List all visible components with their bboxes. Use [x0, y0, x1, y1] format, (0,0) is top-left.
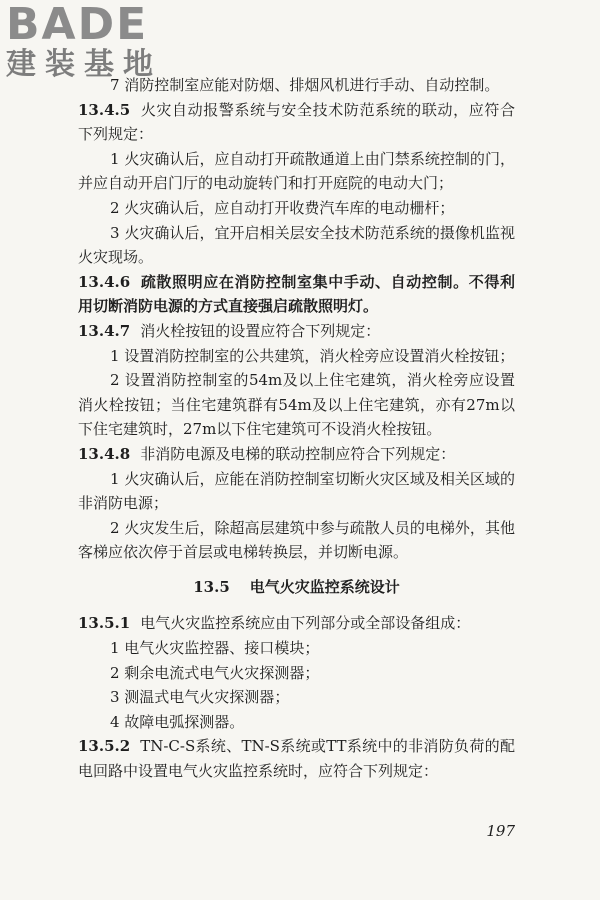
- list-item: 1 设置消防控制室的公共建筑，消火栓旁应设置消火栓按钮；: [110, 346, 515, 365]
- list-item: 2 火灾发生后，除超高层建筑中参与疏散人员的电梯外，其他客梯应依次停于首层或电梯转换层，并切断电源。: [78, 518, 515, 562]
- list-item: 3 火灾确认后，宜开启相关层安全技术防范系统的摄像机监视火灾现场。: [78, 223, 515, 267]
- logo-subtitle: 建装基地: [6, 47, 162, 82]
- section-number: 13.5: [193, 577, 230, 596]
- bade-logo: [6, 2, 162, 80]
- clause-text: 非消防电源及电梯的联动控制应符合下列规定：: [140, 444, 456, 463]
- section-heading: [78, 575, 515, 600]
- clause-number: 13.5.2: [78, 737, 131, 756]
- list-item: 7 消防控制室应能对防烟、排烟风机进行手动、自动控制。: [110, 76, 500, 94]
- clause-13-5-1: [78, 611, 515, 636]
- clause-number: 13.4.7: [78, 321, 131, 340]
- list-item: 3 测温式电气火灾探测器；: [110, 688, 290, 707]
- clause-text: 火灾自动报警系统与安全技术防范系统的联动，应符合下列规定：: [78, 100, 515, 144]
- section-title: 电气火灾监控系统设计: [249, 577, 400, 596]
- clause-number: 13.4.8: [78, 444, 131, 463]
- clause-number: 13.5.1: [78, 614, 131, 633]
- clause-text: TN-C-S系统、TN-S系统或TT系统中的非消防负荷的配电回路中设置电气火灾监控系统时，应符合下列规定：: [78, 737, 515, 781]
- list-item: 1 火灾确认后，应能在消防控制室切断火灾区域及相关区域的非消防电源；: [78, 469, 515, 513]
- clause-text: 疏散照明应在消防控制室集中手动、自动控制。不得利用切断消防电源的方式直接强启疏散照明灯。: [78, 272, 515, 316]
- clause-13-5-2: [78, 734, 515, 783]
- document-body: [78, 73, 515, 784]
- list-item: 2 火灾确认后，应自动打开收费汽车库的电动栅杆；: [110, 198, 455, 217]
- clause-text: 电气火灾监控系统应由下列部分或全部设备组成：: [140, 614, 471, 633]
- list-item: 1 电气火灾监控器、接口模块；: [110, 639, 320, 658]
- logo-brand: BADE: [6, 0, 149, 50]
- clause-13-4-8: [78, 442, 515, 467]
- list-item: 1 火灾确认后，应自动打开疏散通道上由门禁系统控制的门，并应自动开启门厅的电动旋转门和打开庭院的电动大门；: [78, 149, 515, 193]
- clause-text: 消火栓按钮的设置应符合下列规定：: [140, 321, 381, 340]
- clause-13-4-5: [78, 98, 515, 147]
- clause-13-4-7: [78, 319, 515, 344]
- page-number: 197: [486, 822, 515, 840]
- clause-number: 13.4.6: [78, 272, 131, 291]
- clause-13-4-6: [78, 270, 515, 319]
- list-item: 2 设置消防控制室的54m及以上住宅建筑，消火栓旁应设置消火栓按钮；当住宅建筑群有54m及以上住宅建筑，亦有27m以下住宅建筑时，27m以下住宅建筑可不设消火栓按钮。: [78, 371, 515, 439]
- list-item: 4 故障电弧探测器。: [110, 712, 245, 731]
- list-item: 2 剩余电流式电气火灾探测器；: [110, 663, 320, 682]
- clause-number: 13.4.5: [78, 100, 131, 119]
